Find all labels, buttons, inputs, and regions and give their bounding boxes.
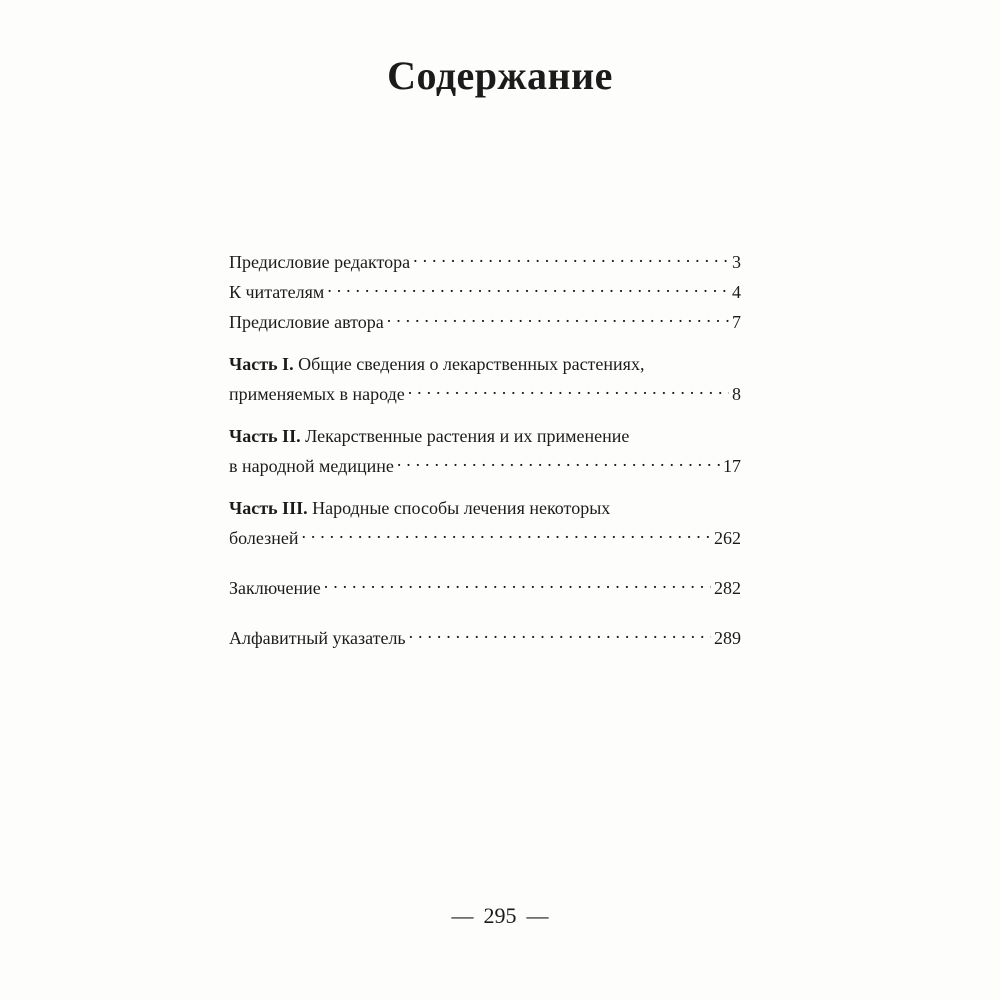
page-footer (0, 902, 1000, 930)
toc-entry-author-preface[interactable] (229, 304, 741, 334)
dot-leader (397, 448, 720, 472)
dot-leader (301, 520, 711, 544)
toc-entry-page: 289 (714, 628, 741, 648)
toc-entry-label: К читателям (229, 282, 325, 302)
toc-entry-label: Предисловие редактора (229, 252, 411, 272)
dot-leader (324, 570, 711, 594)
dot-leader (408, 376, 729, 400)
table-of-contents (229, 244, 741, 650)
toc-part-label: Часть III. (229, 498, 308, 518)
toc-entry-index[interactable] (229, 620, 741, 650)
dot-leader (387, 304, 729, 328)
page-number: 295 (483, 903, 517, 928)
toc-entry-label: Алфавитный указатель (229, 628, 406, 648)
toc-entry-page: 7 (732, 312, 741, 332)
toc-entry-label: Заключение (229, 578, 321, 598)
toc-entry-page: 17 (723, 456, 741, 476)
toc-entry-conclusion[interactable] (229, 570, 741, 600)
toc-entry-part-2[interactable] (229, 424, 741, 478)
toc-part-title-continued: болезней (229, 528, 299, 548)
page-title: Содержание (387, 53, 613, 98)
toc-entry-page: 262 (714, 528, 741, 548)
dot-leader (413, 244, 729, 268)
toc-part-title-continued: в народной медицине (229, 456, 394, 476)
dot-leader (409, 620, 711, 644)
toc-entry-page: 4 (732, 282, 741, 302)
footer-dash-left: — (451, 903, 474, 928)
toc-entry-label: Предисловие автора (229, 312, 384, 332)
toc-part-title: Общие сведения о лекарственных растениях, (298, 354, 645, 374)
footer-dash-right: — (526, 903, 549, 928)
toc-entry-part-1[interactable] (229, 352, 741, 406)
toc-entry-page: 8 (732, 384, 741, 404)
dot-leader (327, 274, 729, 298)
toc-entry-page: 282 (714, 578, 741, 598)
toc-entry-page: 3 (732, 252, 741, 272)
toc-part-title: Народные способы лечения некоторых (312, 498, 611, 518)
toc-part-label: Часть II. (229, 426, 301, 446)
toc-part-label: Часть I. (229, 354, 294, 374)
toc-entry-part-3[interactable] (229, 496, 741, 550)
toc-part-title: Лекарственные растения и их применение (305, 426, 630, 446)
toc-entry-to-readers[interactable] (229, 274, 741, 304)
toc-entry-editor-preface[interactable] (229, 244, 741, 274)
toc-part-title-continued: применяемых в народе (229, 384, 405, 404)
